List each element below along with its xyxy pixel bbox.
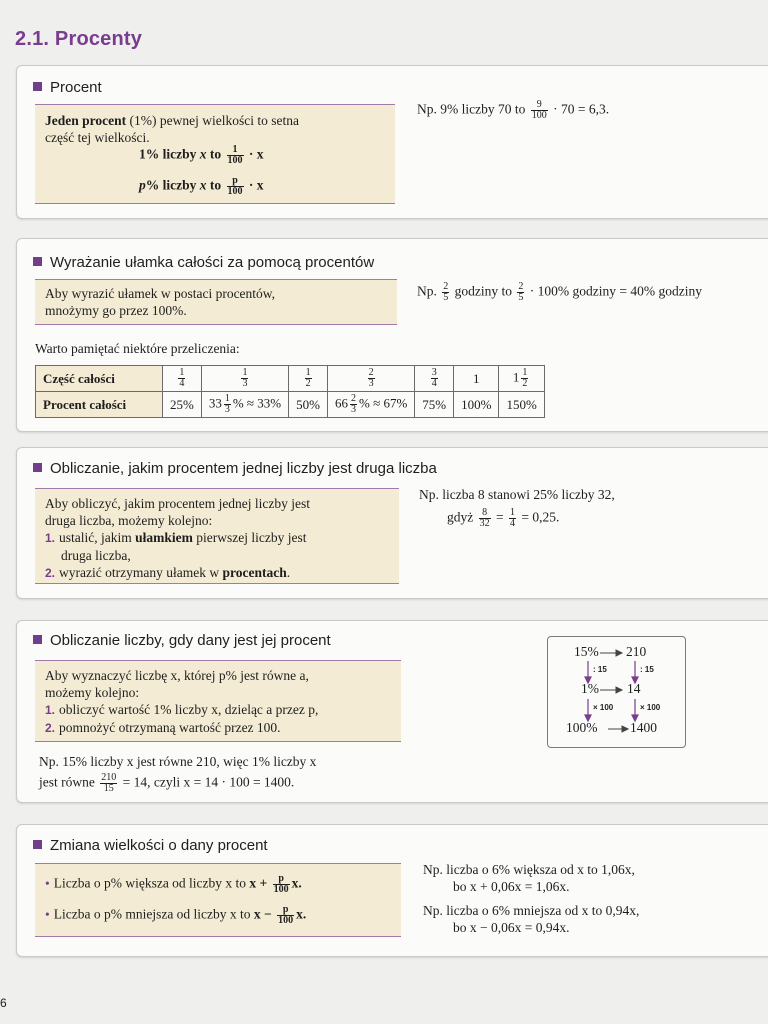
proportion-diagram xyxy=(547,636,686,748)
example-text xyxy=(447,508,559,529)
example-part: godziny to xyxy=(451,283,516,299)
square-bullet-icon xyxy=(33,82,42,91)
step-text: druga liczba, xyxy=(61,548,131,563)
fraction xyxy=(517,282,524,303)
definition-line xyxy=(45,112,385,129)
formula-part: x. xyxy=(296,906,307,922)
example-text: Np. 15% liczby x jest równe 210, więc 1% liczby x xyxy=(39,754,317,769)
step-item xyxy=(45,719,391,737)
step-text: wyrazić otrzymany ułamek w xyxy=(59,565,223,580)
bullet-dot-icon: • xyxy=(45,906,50,922)
table-row-label: Procent całości xyxy=(36,392,163,418)
arrowhead-icon xyxy=(616,687,622,693)
definition-line: Aby wyznaczyć liczbę x, której p% jest równe a, xyxy=(45,668,309,683)
denominator: 3 xyxy=(368,378,374,389)
step-text: pomnożyć otrzymaną wartość przez 100. xyxy=(59,720,281,735)
section-header-text: Zmiana wielkości o dany procent xyxy=(50,837,268,854)
example-text xyxy=(417,282,702,303)
definition-line: możemy kolejno: xyxy=(45,685,140,700)
example-part: · 70 = 6,3. xyxy=(549,101,610,117)
formula-var: x xyxy=(199,177,207,193)
step-item xyxy=(45,701,391,719)
definition-text: (1%) pewnej wielkości to setna xyxy=(126,113,299,128)
section-change-by-percent xyxy=(16,824,768,957)
example-part: gdyż xyxy=(447,509,477,525)
numerator: 1 xyxy=(179,367,185,378)
section-header xyxy=(33,79,102,96)
table-row xyxy=(36,366,545,392)
step-text: ustalić, jakim xyxy=(59,530,136,545)
numerator: 1 xyxy=(510,507,515,518)
formula-text: 1% liczby xyxy=(139,146,200,162)
definition-line: Aby obliczyć, jakim procentem jednej liczby jest xyxy=(45,496,311,511)
example-text: Np. liczba o 6% mniejsza od x to 0,94x, xyxy=(423,903,640,918)
denominator: 3 xyxy=(224,404,230,415)
formula-text: to xyxy=(206,177,225,193)
numerator: 2 xyxy=(443,281,449,292)
fraction xyxy=(227,176,244,197)
table-cell xyxy=(415,366,454,392)
example-part: = 14, czyli x = 14 · 100 = 1400. xyxy=(119,774,295,790)
percent-part: % ≈ 33% xyxy=(232,395,282,411)
formula-text: · x xyxy=(245,146,264,162)
step-number: 2. xyxy=(45,721,56,735)
example-part: = xyxy=(492,509,507,525)
step-number: 1. xyxy=(45,531,56,545)
section-header-text: Obliczanie liczby, gdy dany jest jej procent xyxy=(50,632,331,649)
table-intro: Warto pamiętać niektóre przeliczenia: xyxy=(35,341,240,356)
bullet-text: Liczba o p% większa od liczby x to xyxy=(53,875,250,891)
section-header xyxy=(33,632,331,649)
bullet-dot-icon: • xyxy=(45,875,50,891)
section-fraction-to-percent xyxy=(16,238,768,432)
conversion-table xyxy=(35,365,545,418)
denominator: 3 xyxy=(242,378,248,389)
diagram-value: 100% xyxy=(566,720,598,735)
denominator: 4 xyxy=(510,518,515,529)
numerator: 2 xyxy=(350,393,356,404)
numerator: 1 xyxy=(242,367,248,378)
section-what-percent xyxy=(16,447,768,599)
example-part: Np. 9% liczby 70 to xyxy=(417,101,529,117)
definition-line: mnożymy go przez 100%. xyxy=(45,303,187,318)
formula-p-percent xyxy=(139,176,264,197)
numerator: 1 xyxy=(227,145,244,156)
table-cell xyxy=(499,366,544,392)
step-text: pierwszej liczby jest xyxy=(192,530,307,545)
example-text: bo x + 0,06x = 1,06x. xyxy=(453,879,570,894)
whole-part: 66 xyxy=(334,395,348,411)
denominator: 100 xyxy=(531,110,547,121)
diagram-value: 15% xyxy=(574,644,599,659)
diagram-operation: : 15 xyxy=(640,665,654,674)
example-part: = 0,25. xyxy=(518,509,560,525)
formula-var: x xyxy=(199,146,207,162)
diagram-value: 210 xyxy=(626,644,647,659)
table-cell xyxy=(289,366,328,392)
section-procent xyxy=(16,65,768,219)
diagram-value: 14 xyxy=(627,681,641,696)
whole-part: 33 xyxy=(208,395,222,411)
denominator: 100 xyxy=(278,915,294,926)
page-title: 2.1. Procenty xyxy=(15,28,143,50)
numerator: 2 xyxy=(368,367,374,378)
definition-box xyxy=(35,279,397,325)
denominator: 4 xyxy=(179,378,185,389)
example-text: bo x − 0,06x = 0,94x. xyxy=(453,920,570,935)
definition-box xyxy=(35,488,399,584)
table-cell xyxy=(163,366,202,392)
arrowhead-icon xyxy=(616,650,622,656)
denominator: 100 xyxy=(227,186,243,197)
numerator: p xyxy=(277,905,294,916)
step-number: 1. xyxy=(45,703,56,717)
definition-box xyxy=(35,660,401,742)
definition-box xyxy=(35,863,401,937)
table-cell: 1 xyxy=(454,366,499,392)
numerator: p xyxy=(227,176,244,187)
formula-one-percent xyxy=(139,145,264,166)
denominator: 100 xyxy=(273,884,289,895)
bullet-item xyxy=(45,874,391,895)
denominator: 2 xyxy=(305,378,311,389)
example-part: Np. xyxy=(417,283,441,299)
section-header-text: Obliczanie, jakim procentem jednej liczby jest druga liczba xyxy=(50,460,437,477)
formula-text: · x xyxy=(245,177,264,193)
section-header xyxy=(33,460,437,477)
numerator: 1 xyxy=(522,367,528,378)
example-part: · 100% godziny = 40% godziny xyxy=(526,283,702,299)
table-row-label: Część całości xyxy=(36,366,163,392)
diagram-value: 1% xyxy=(581,681,599,696)
denominator: 15 xyxy=(103,783,114,794)
table-cell xyxy=(327,392,414,418)
denominator: 2 xyxy=(522,378,528,389)
table-cell xyxy=(201,366,288,392)
square-bullet-icon xyxy=(33,840,42,849)
definition-line: druga liczba, możemy kolejno: xyxy=(45,513,213,528)
formula-part: x − xyxy=(253,906,276,922)
formula-text: to xyxy=(206,146,225,162)
diagram-operation: : 15 xyxy=(593,665,607,674)
step-keyword: procentach xyxy=(222,565,287,580)
percent-part: % ≈ 67% xyxy=(358,395,408,411)
bullet-text: Liczba o p% mniejsza od liczby x to xyxy=(53,906,254,922)
numerator: 210 xyxy=(101,772,117,783)
step-number: 2. xyxy=(45,566,56,580)
whole-part: 1 xyxy=(512,369,520,385)
numerator: 2 xyxy=(518,281,524,292)
table-cell: 25% xyxy=(163,392,202,418)
fraction xyxy=(442,282,449,303)
section-header-text: Wyrażanie ułamka całości za pomocą procentów xyxy=(50,254,375,271)
numerator: 9 xyxy=(531,100,548,111)
diagram-operation: × 100 xyxy=(640,703,661,712)
fraction xyxy=(531,100,548,121)
example-text xyxy=(417,100,609,121)
step-keyword: ułamkiem xyxy=(135,530,193,545)
example-text: Np. liczba o 6% większa od x to 1,06x, xyxy=(423,862,635,877)
example-text xyxy=(39,773,294,794)
definition-term: Jeden procent xyxy=(45,113,127,128)
square-bullet-icon xyxy=(33,257,42,266)
section-header-text: Procent xyxy=(50,79,102,96)
formula-var: p xyxy=(139,177,146,193)
table-row xyxy=(36,392,545,418)
example-part: jest równe xyxy=(39,774,99,790)
table-cell: 100% xyxy=(454,392,499,418)
formula-text: % liczby xyxy=(145,177,200,193)
numerator: 1 xyxy=(305,367,311,378)
denominator: 3 xyxy=(350,404,356,415)
fraction xyxy=(227,145,244,166)
denominator: 4 xyxy=(431,378,437,389)
table-cell xyxy=(327,366,414,392)
example-text: Np. liczba 8 stanowi 25% liczby 32, xyxy=(419,487,615,502)
fraction xyxy=(277,905,294,926)
step-item xyxy=(45,564,389,582)
step-item xyxy=(45,529,389,547)
fraction xyxy=(273,874,290,895)
table-cell: 150% xyxy=(499,392,544,418)
denominator: 100 xyxy=(227,155,243,166)
denominator: 32 xyxy=(479,518,490,529)
definition-line: część tej wielkości. xyxy=(45,130,150,145)
numerator: 3 xyxy=(431,367,437,378)
arrowhead-icon xyxy=(622,726,628,732)
bullet-item xyxy=(45,905,391,926)
denominator: 5 xyxy=(443,292,449,303)
table-cell xyxy=(201,392,288,418)
table-cell: 75% xyxy=(415,392,454,418)
diagram-value: 1400 xyxy=(630,720,657,735)
section-number-from-percent xyxy=(16,620,768,803)
numerator: 8 xyxy=(479,508,491,519)
numerator: p xyxy=(273,874,290,885)
section-header xyxy=(33,837,268,854)
page-number: 6 xyxy=(0,996,7,1010)
formula-part: x + xyxy=(249,875,271,891)
diagram-operation: × 100 xyxy=(593,703,614,712)
square-bullet-icon xyxy=(33,463,42,472)
step-text: obliczyć wartość 1% liczby x, dzieląc a przez p, xyxy=(59,702,319,717)
section-header xyxy=(33,254,374,271)
definition-line: Aby wyrazić ułamek w postaci procentów, xyxy=(45,286,276,301)
denominator: 5 xyxy=(518,292,524,303)
table-cell: 50% xyxy=(289,392,328,418)
step-text: . xyxy=(286,565,291,580)
numerator: 1 xyxy=(224,393,230,404)
formula-part: x. xyxy=(291,875,302,891)
square-bullet-icon xyxy=(33,635,42,644)
